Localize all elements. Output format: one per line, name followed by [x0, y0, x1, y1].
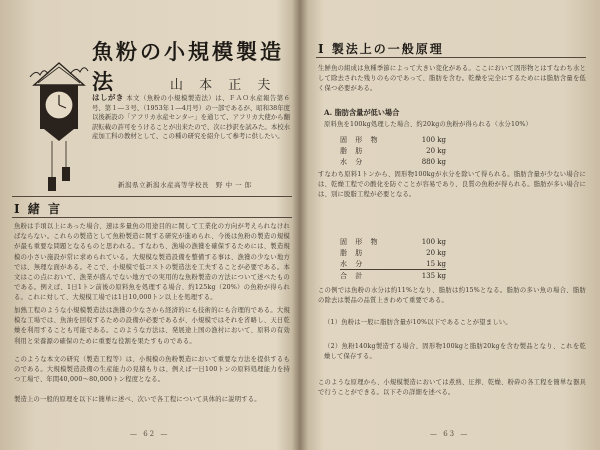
section-rule [12, 217, 292, 218]
intro-paragraph-2: 加熱工程のような小規模製造法は漁獲の少なさから経済的にも技術的にも合理的である。大規模な工場では、魚油を回収するための設備が必要であるが、小規模ではそれを省略し、天日乾燥を利用することも可能である。このような方法は、発展途上国の漁村において、原料の有効利用と栄養源の確保のために重要な役割を果たすものである。 [14, 307, 290, 345]
cuckoo-clock-illustration [28, 55, 90, 195]
table-row: 水 分 880 kg [340, 157, 446, 166]
composition-table-1 [340, 134, 446, 167]
process-paragraph: このような原理から、小規模製造においては煮熟、圧搾、乾燥、粉砕の各工程を簡単な器具で行うことができる。以下その詳細を述べる。 [318, 379, 586, 397]
section-heading-intro: Ⅰ 緒 言 [14, 202, 62, 216]
abstract-text: 本文（魚粉の小規模製造法）は、ＦＡＯ水産報告第６号、第１―３号、（1953年１―4月号）の一部であるが、昭和38年度以後新設の「アフリカ水産センター」を通じて、アフリカ大使から翻訳転載の許可をうけることが出来たので、次に抄訳を試みた。本校水産加工科の教材として、この種の研究を紹介して参考に供したい。 [92, 94, 290, 141]
table-row: 脂 肪 20 kg [340, 248, 446, 257]
table-row: 固 形 物 100 kg [340, 237, 446, 246]
composition-paragraph: この例では魚粉の水分は約11%となり、脂肪は約15%となる。脂肪の多い魚の場合、脂肪の除去は製品の品質上きわめて重要である。 [318, 287, 586, 305]
article-author: 山 本 正 夫 [170, 78, 277, 93]
fat-paragraph: すなわち原料1トンから、固形物100kgが水分を除いて得られる。脂肪含量が少ない場合には、乾燥工程での酸化を防ぐことが容易であり、良質の魚粉が得られる。脂肪が多い場合には、別に脱脂工程が必要となる。 [318, 171, 586, 199]
intro-paragraph-4: 製造上の一般的原理を以下に簡単に述べ、次いで各工程について具体的に説明する。 [14, 396, 261, 403]
book-gutter [292, 0, 308, 450]
abstract [92, 93, 290, 142]
subheading-low-fat: A. 脂肪含量が低い場合 [324, 108, 400, 117]
low-fat-text: 原料魚を100kg処理した場合、約20kgの魚粉が得られる（水分10%） [324, 121, 533, 128]
abstract-lead: はしがき [92, 93, 124, 102]
intro-paragraph-3: このような本文の研究（製造工程等）は、小規模の魚粉製造において重要な方法を提供するものである。大規模製造設備の生産能力の見積もりは、例えば一日100トンの原料処理能力を持つ工場で、年間40,000〜80,000トン程度となる。 [14, 356, 290, 384]
translator-affiliation: 新潟県立新潟水産高等学校長 野 中 一 郎 [118, 181, 252, 189]
table-row: 脂 肪 20 kg [340, 146, 446, 155]
table-row: 固 形 物 100 kg [340, 135, 446, 144]
page-number: — 62 — [130, 430, 170, 438]
table-total-row: 合 計 135 kg [340, 269, 446, 281]
page-number: — 63 — [430, 430, 470, 438]
section-rule [12, 196, 292, 197]
point-2: （2）魚粉140kg製造する場合、固形物100kgと脂肪20kgを含む製品となり、これを乾燥して保存する。 [324, 343, 586, 361]
table-row: 水 分 15 kg [340, 259, 446, 268]
right-page [300, 0, 600, 450]
section-heading-principles: Ⅰ 製法上の一般原理 [318, 42, 444, 56]
composition-table-2 [340, 236, 446, 281]
principles-intro: 生鮮魚の組成は魚種季節によって大きい変化がある。ここにおいて固形物とはすなわち水として除去された残りのものであって、脂肪を含む。乾燥を完全にするためには脂肪含量を低く保つ必要がある。 [318, 65, 586, 93]
intro-paragraph-1: 魚粉は手頃以上にあった場合、速は多量魚の用途目的に関して工業化の方向が考えられなければならない。これらの製造として魚粉製造に関する研究が進められ、今後は魚粉の製造の規模が最も重要な問題となるものと思われる。すなわち、漁場の漁獲を確保するためには、製造規模の小さい施設が常に求められている。大規模な製造設備を整備する事は、漁獲の少ない地方では、無理な面がある。そこで、小規模で低コストの製造法を工夫することが必要である。本文はこの点において、漁業が盛んでない地方での実用的な魚粉製造の方法について述べたものである。例えば、1日1トン前後の原料魚を処理する場合、約125kg（20%）の魚粉が得られる。これに対して、大規模工場では1日10,000トン以上を処理する。 [14, 223, 290, 302]
article-title: 魚粉の小規模製造法 [92, 39, 284, 94]
section-rule [316, 57, 586, 58]
point-1: （1）魚粉は一般に脂肪含量が10%以下であることが望ましい。 [324, 319, 512, 326]
